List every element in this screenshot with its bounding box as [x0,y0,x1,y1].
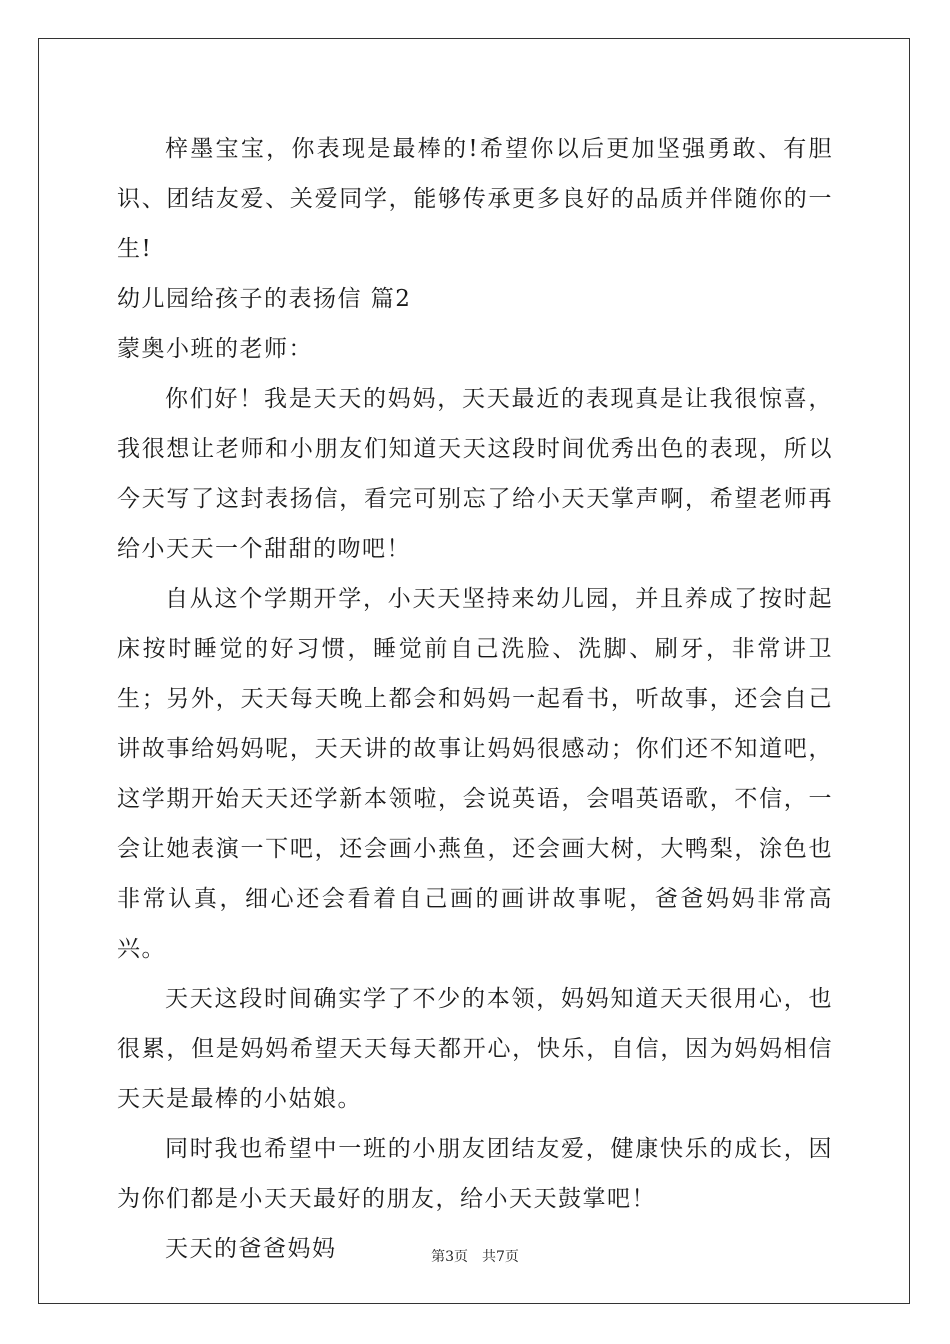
paragraph-greeting: 你们好！我是天天的妈妈，天天最近的表现真是让我很惊喜，我很想让老师和小朋友们知道天天这段时间优秀出色的表现，所以今天写了这封表扬信，看完可别忘了给小天天掌声啊，希望老师再给小天天一个甜甜的吻吧！ [117,386,833,562]
page-total: 共7页 [482,1249,519,1265]
page-number: 第3页 [431,1249,468,1265]
signature: 天天的爸爸妈妈 [165,1236,337,1262]
section-title: 幼儿园给孩子的表扬信 篇2 [117,286,412,312]
paragraph-wish: 同时我也希望中一班的小朋友团结友爱，健康快乐的成长，因为你们都是小天天最好的朋友，给小天天鼓掌吧！ [117,1136,833,1212]
document-body [117,124,833,1274]
paragraph-praise: 梓墨宝宝，你表现是最棒的!希望你以后更加坚强勇敢、有胆识、团结友爱、关爱同学，能够传承更多良好的品质并伴随你的一生! [117,136,833,262]
page-footer [0,1246,950,1266]
paragraph-habits: 自从这个学期开学，小天天坚持来幼儿园，并且养成了按时起床按时睡觉的好习惯，睡觉前自己洗脸、洗脚、刷牙，非常讲卫生；另外，天天每天晚上都会和妈妈一起看书，听故事，还会自己讲故事给妈妈呢，天天讲的故事让妈妈很感动；你们还不知道吧，这学期开始天天还学新本领啦，会说英语，会唱英语歌，不信，一会让她表演一下吧，还会画小燕鱼，还会画大树，大鸭梨，涂色也非常认真，细心还会看着自己画的画讲故事呢，爸爸妈妈非常高兴。 [117,586,833,962]
salutation: 蒙奥小班的老师： [117,336,313,362]
paragraph-skills: 天天这段时间确实学了不少的本领，妈妈知道天天很用心，也很累，但是妈妈希望天天每天都开心，快乐，自信，因为妈妈相信天天是最棒的小姑娘。 [117,986,833,1112]
